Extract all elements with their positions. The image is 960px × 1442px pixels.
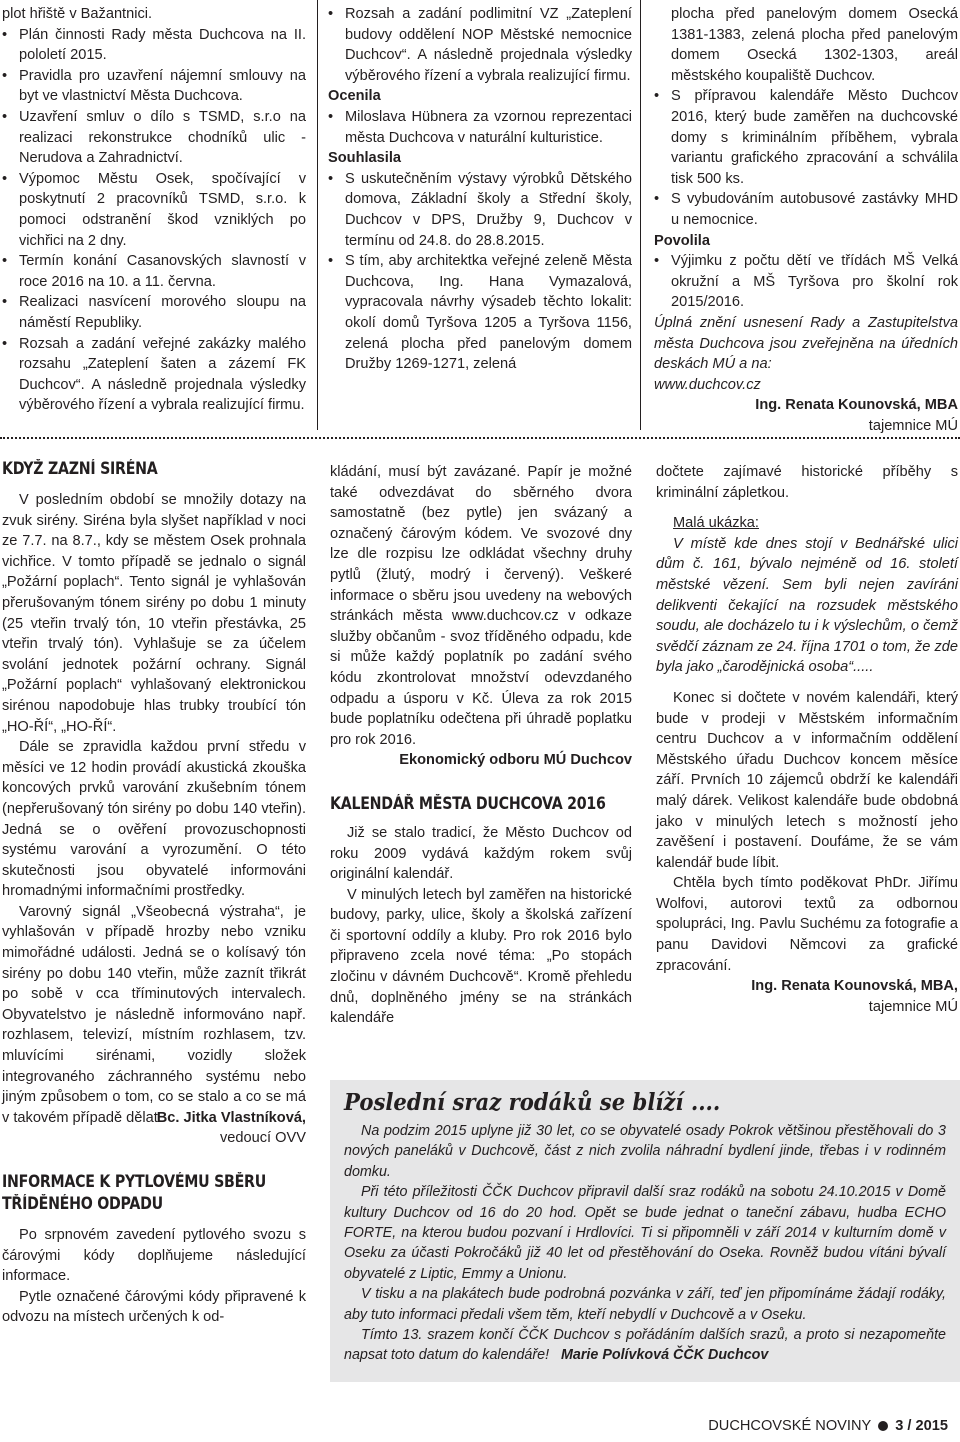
list-item: • Pravidla pro uzavření nájemní smlouvy na byt ve vlastnictví Města Duchcova. [2, 66, 306, 107]
paragraph: V minulých letech byl zaměřen na historické budovy, parky, ulice, školy a školská zařízení či sportovní oddíly a kluby. Pro rok 2016 bylo připraveno zcela nové téma: „Po stopách zločinu v dávném Duchcově“. Kromě přehledu dnů, doplněného jmény se na stránkách kalendáře [330, 886, 632, 1027]
bullet-list [2, 25, 306, 416]
article-heading: INFORMACE K PYTLOVÉMU SBĚRU [2, 1172, 266, 1191]
list-item: • S tím, aby architektka veřejné zeleně Města Duchcova, Ing. Hana Vymazalová, vypracovala návrhy výsadeb těchto lokalit: okolí domů Tyršova 1205 a Tyršova 1156, zelená plocha před panelovým domem Družby 1269-1271, zelená [328, 251, 632, 375]
page-footer [708, 1416, 948, 1436]
paragraph: Již se stalo tradicí, že Město Duchcov od roku 2009 vydává každým rokem svůj originální kalendář. [330, 824, 632, 883]
closing-text: Tímto 13. srazem končí ČČK Duchcov s pořádáním dalších srazů, a proto si nezapomeňte napsat toto datum do kalendáře! [344, 1327, 946, 1364]
signature: Marie Polívková ČČK Duchcov [561, 1347, 769, 1364]
text-line: plot hřiště v Bažantnici. [2, 6, 153, 22]
bullet-icon [878, 1421, 888, 1431]
sample-label: Malá ukázka: [673, 515, 759, 532]
article-heading: TŘÍDĚNÉHO ODPADU [2, 1194, 163, 1213]
signature-role: tajemnice MÚ [868, 998, 958, 1015]
bullet-list [328, 107, 632, 148]
list-item: • Výjimku z počtu dětí ve třídách MŠ Velká okružní a MŠ Tyršova pro školní rok 2015/2016. [654, 251, 958, 313]
bullet-list [654, 86, 958, 230]
issue-number: 3 / 2015 [895, 1418, 948, 1434]
signature-role: vedoucí OVV [220, 1130, 306, 1147]
bullet-list [328, 4, 632, 86]
box-body [344, 1121, 946, 1366]
paragraph [344, 1325, 946, 1366]
list-item: • S přípravou kalendáře Město Duchcov 2016, který bude zaměřen na duchcovské domy s kriminálním příběhem, vybrala variantu grafického zpracování a schválila tisk 500 ks. [654, 86, 958, 189]
column-divider [640, 0, 641, 430]
list-item: • S vybudováním autobusové zastávky MHD u nemocnice. [654, 189, 958, 230]
signature-name: Ing. Renata Kounovská, MBA [755, 397, 958, 414]
paragraph: Chtěla bych tímto poděkovat PhDr. Jiřímu Wolfovi, autorovi textů za odbornou spolupráci, Ing. Pavlu Suchému za fotografie a panu Davidovi Němcovi za grafické zpracování. [656, 875, 958, 974]
waste-calendar-articles [330, 462, 632, 1029]
section-label-ocenila: Ocenila [328, 88, 381, 105]
bullet-list [328, 169, 632, 375]
signature-role: tajemnice MÚ [868, 417, 958, 434]
list-item: • Rozsah a zadání veřejné zakázky malého rozsahu „Zateplení šaten a zázemí FK Duchcov“. A následně projednala výsledky výběrového řízení a vybrala realizující firmu. [2, 334, 306, 416]
publication-note: Úplná znění usnesení Rady a Zastupitelstva města Duchcova jsou zveřejněna na úředních deskách MÚ a na: [654, 314, 958, 373]
paragraph: Po srpnovém zavedení pytlového svozu s čárovými kódy doplňujeme následující informace. [2, 1227, 306, 1285]
paragraph: V posledním období se množily dotazy na zvuk sirény. Siréna byla slyšet například v noci ze 7.7. na 8.7., kdy se městem Osek prohnala vichřice. V tomto případě se jednalo o signál „Požární poplach“. Tento signál je vyhlašován přerušovaným tónem sirény po dobu 1 minuty (25 vteřin trvalý tón, 10 vteřin přestávka, 25 vteřin trvalý tón). Vyhlašuje se za účelem svolání jednotek požární ochrany. Signál „Požární poplach“ vyhlašovaný elektronickou sirénou napodobuje hlas trubky troubící tón „HO-ŘÍ“, „HO-ŘÍ“. [2, 492, 306, 735]
list-item: • Realizaci nasvícení morového sloupu na náměstí Republiky. [2, 292, 306, 333]
section-label-povolila: Povolila [654, 232, 710, 249]
section-separator [0, 437, 960, 439]
list-item: • Uzavření smluv o dílo s TSMD, s.r.o na realizaci rekonstrukce chodníků ulic - Nerudova a Zahradnictví. [2, 107, 306, 169]
council-resolutions-col1 [2, 4, 306, 416]
signature-name: Ing. Renata Kounovská, MBA, [751, 978, 958, 995]
paragraph: Dále se zpravidla každou první středu v měsíci ve 12 hodin provádí akustická zkouška koncových prvků varování zkušebním tónem (nepřerušovaný tón sirény po dobu 140 vteřin). Jedná se o ověření provozuschopnosti systému varování a vyrozumění. O této skutečnosti jsou obyvatelé informováni hromadnými informačními prostředky. [2, 739, 306, 900]
siren-article [2, 458, 306, 1328]
section-label-souhlasila: Souhlasila [328, 150, 401, 167]
continuation-text: kládání, musí být zavázané. Papír je možné také odvezdávat do sběrného dvora samostatně (bez pytle) jen svázaný a označený čárovým kódem. Ve svozové dny lze dle rozpisu lze odkládat všechny druhy pytlů (žlutý, modrý i červený). Veškeré informace o sběru jsou uvedeny na webových stránkách města www.duchcov.cz v odkaze služby občanům - svoz tříděného odpadu, kde si může každý poplatník po zadání svého kódu zkontrolovat množství odevzdaného odpadu a úsporu v Kč. Úleva za rok 2015 bude poplatníku odečtena při úhradě poplatku pro rok 2016. [330, 464, 632, 748]
list-item: • Rozsah a zadání podlimitní VZ „Zateplení budovy oddělení NOP Městské nemocnice Duchcov“. A následně projednala výsledky výběrového řízení a vybrala realizující firmu. [328, 4, 632, 86]
department-signature: Ekonomický odboru MÚ Duchcov [399, 752, 632, 769]
paragraph: Varovný signál „Všeobecná výstraha“, je vyhlašován v případě hrozby nebo vzniku mimořádné události. Jedná se o kolísavý tón sirény po dobu 140 vteřin, může zaznít třikrát po sobě v cca tříminutových intervalech. Obyvatelstvo je následně informováno např. rozhlasem, televizí, místním rozhlasem, tzv. mluvícími sirénami, vozidly složek integrovaného záchranného systému nebo jiným způsobem o tom, co se stalo a co se má v takovém případě dělat. [2, 903, 306, 1126]
paragraph: Na podzim 2015 uplyne již 30 let, co se obyvatelé osady Pokrok většinou přestěhovali do 3 nových paneláků v Duchcově, část z nich zvolila náhradní bydlení jinde, třebas i v rodinném domku. [344, 1123, 946, 1180]
paragraph: Při této příležitosti ČČK Duchcov připravil další sraz rodáků na sobotu 24.10.2015 v Domě kultury Duchcov od 16 do 20 hod. Opět se bude jednat o taneční zábavu, hudba ECHO FORTE, na kterou budou pozvaní i Hrdlovíci. Ti si připomněli v září 2014 v kulturním domě v Oseku za účasti Pokročáků již 40 let od přestěhování do Oseka. Rovněž budou vítáni bývalí obyvatelé z Liptic, Emmy a Unionu. [344, 1184, 946, 1282]
sample-text: V místě kde dnes stojí v Bednářské ulici dům č. 161, bývalo nejméně od 16. století městské vězení. Sem byli nejen zavíráni delikventi čekající na rozsudek městského soudu, ale docházelo tu i k výslechům, o čemž svědčí záznam ze 24. října 1701 o tom, že zde byla jako „čarodějnická osoba“..... [656, 535, 958, 676]
paragraph: Pytle označené čárovými kódy připravené k odvozu na místech určených k od- [2, 1288, 306, 1326]
signature-name: Bc. Jitka Vlastníková, [156, 1109, 306, 1126]
box-title: Poslední sraz rodáků se blíží .... [344, 1089, 721, 1116]
calendar-article-continued [656, 462, 958, 1017]
list-item: • S uskutečněním výstavy výrobků Dětského domova, Základní školy a Střední školy, Duchcov v DPS, Družby 9, Duchcov v termínu od 24.8. do 28.8.2015. [328, 169, 632, 251]
bullet-list [654, 251, 958, 313]
continuation-text: dočtete zajímavé historické příběhy s kriminální zápletkou. [656, 464, 958, 501]
council-resolutions-col2 [328, 4, 632, 375]
paragraph: Konec si dočtete v novém kalendáři, který bude v prodeji v Městském informačním centru Duchcov a v informačním oddělení Městského úřadu Duchcov koncem měsíce září. Prvních 10 zájemců obdrží ke kalendáři malý dárek. Velikost kalendáře bude obdobná jako v minulých letech s možností jeho zavěšení i postavení. Doufáme, že se vám kalendář bude líbit. [656, 689, 958, 871]
list-item: • Miloslava Hübnera za vzornou reprezentaci města Duchcova v naturální kulturistice. [328, 107, 632, 148]
continuation-text: plocha před panelovým domem Osecká 1381-1383, zelená plocha před panelovým domem Osecká 1302-1303, areál městského koupaliště Duchcov. [671, 6, 958, 84]
article-heading: KALENDÁŘ MĚSTA DUCHCOVA 2016 [330, 793, 606, 813]
list-item: • Plán činnosti Rady města Duchcova na II. pololetí 2015. [2, 25, 306, 66]
website-link[interactable]: www.duchcov.cz [654, 376, 761, 393]
article-heading: KDYŽ ZAZNÍ SIRÉNA [2, 459, 158, 478]
council-resolutions-col3 [654, 4, 958, 436]
list-item: • Výpomoc Městu Osek, spočívající v poskytnutí 2 pracovníků TSMD, s.r.o. k pomoci odstranění škod vzniklých po vichřici na 2 dny. [2, 169, 306, 251]
reunion-announcement-box [330, 1080, 960, 1382]
list-item: • Termín konání Casanovských slavností v roce 2016 na 10. a 11. června. [2, 251, 306, 292]
newspaper-name: DUCHCOVSKÉ NOVINY [708, 1418, 872, 1434]
paragraph: V tisku a na plakátech bude podrobná pozvánka v září, teď jen připomínáme žádají rodáky, aby tuto informaci předali všem těm, kteří nebydlí v Duchcově a v Oseku. [344, 1286, 946, 1323]
column-divider [317, 0, 318, 430]
